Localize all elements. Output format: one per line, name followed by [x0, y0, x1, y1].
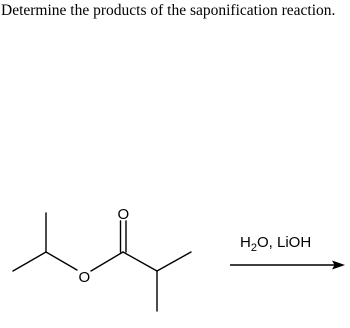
carbonyl-oxygen-label: O: [117, 206, 130, 223]
bond-ch-methyl-right: [157, 252, 191, 271]
bond-carbonyl-to-ch: [123, 252, 157, 271]
bond-methyl-left: [13, 252, 46, 271]
reagent-label: [240, 234, 311, 254]
reagent-rest: O, LiOH: [256, 234, 312, 251]
question-text: Determine the products of the saponification reaction.: [1, 2, 336, 19]
ester-structure: [13, 213, 191, 311]
bond-ch-to-o: [46, 252, 77, 270]
reagent-h: H: [240, 234, 251, 251]
reaction-arrow: [230, 261, 345, 270]
reagent-subscript: 2: [250, 242, 257, 254]
bond-o-to-carbonyl: [91, 252, 123, 271]
ester-oxygen-label: O: [78, 269, 91, 286]
